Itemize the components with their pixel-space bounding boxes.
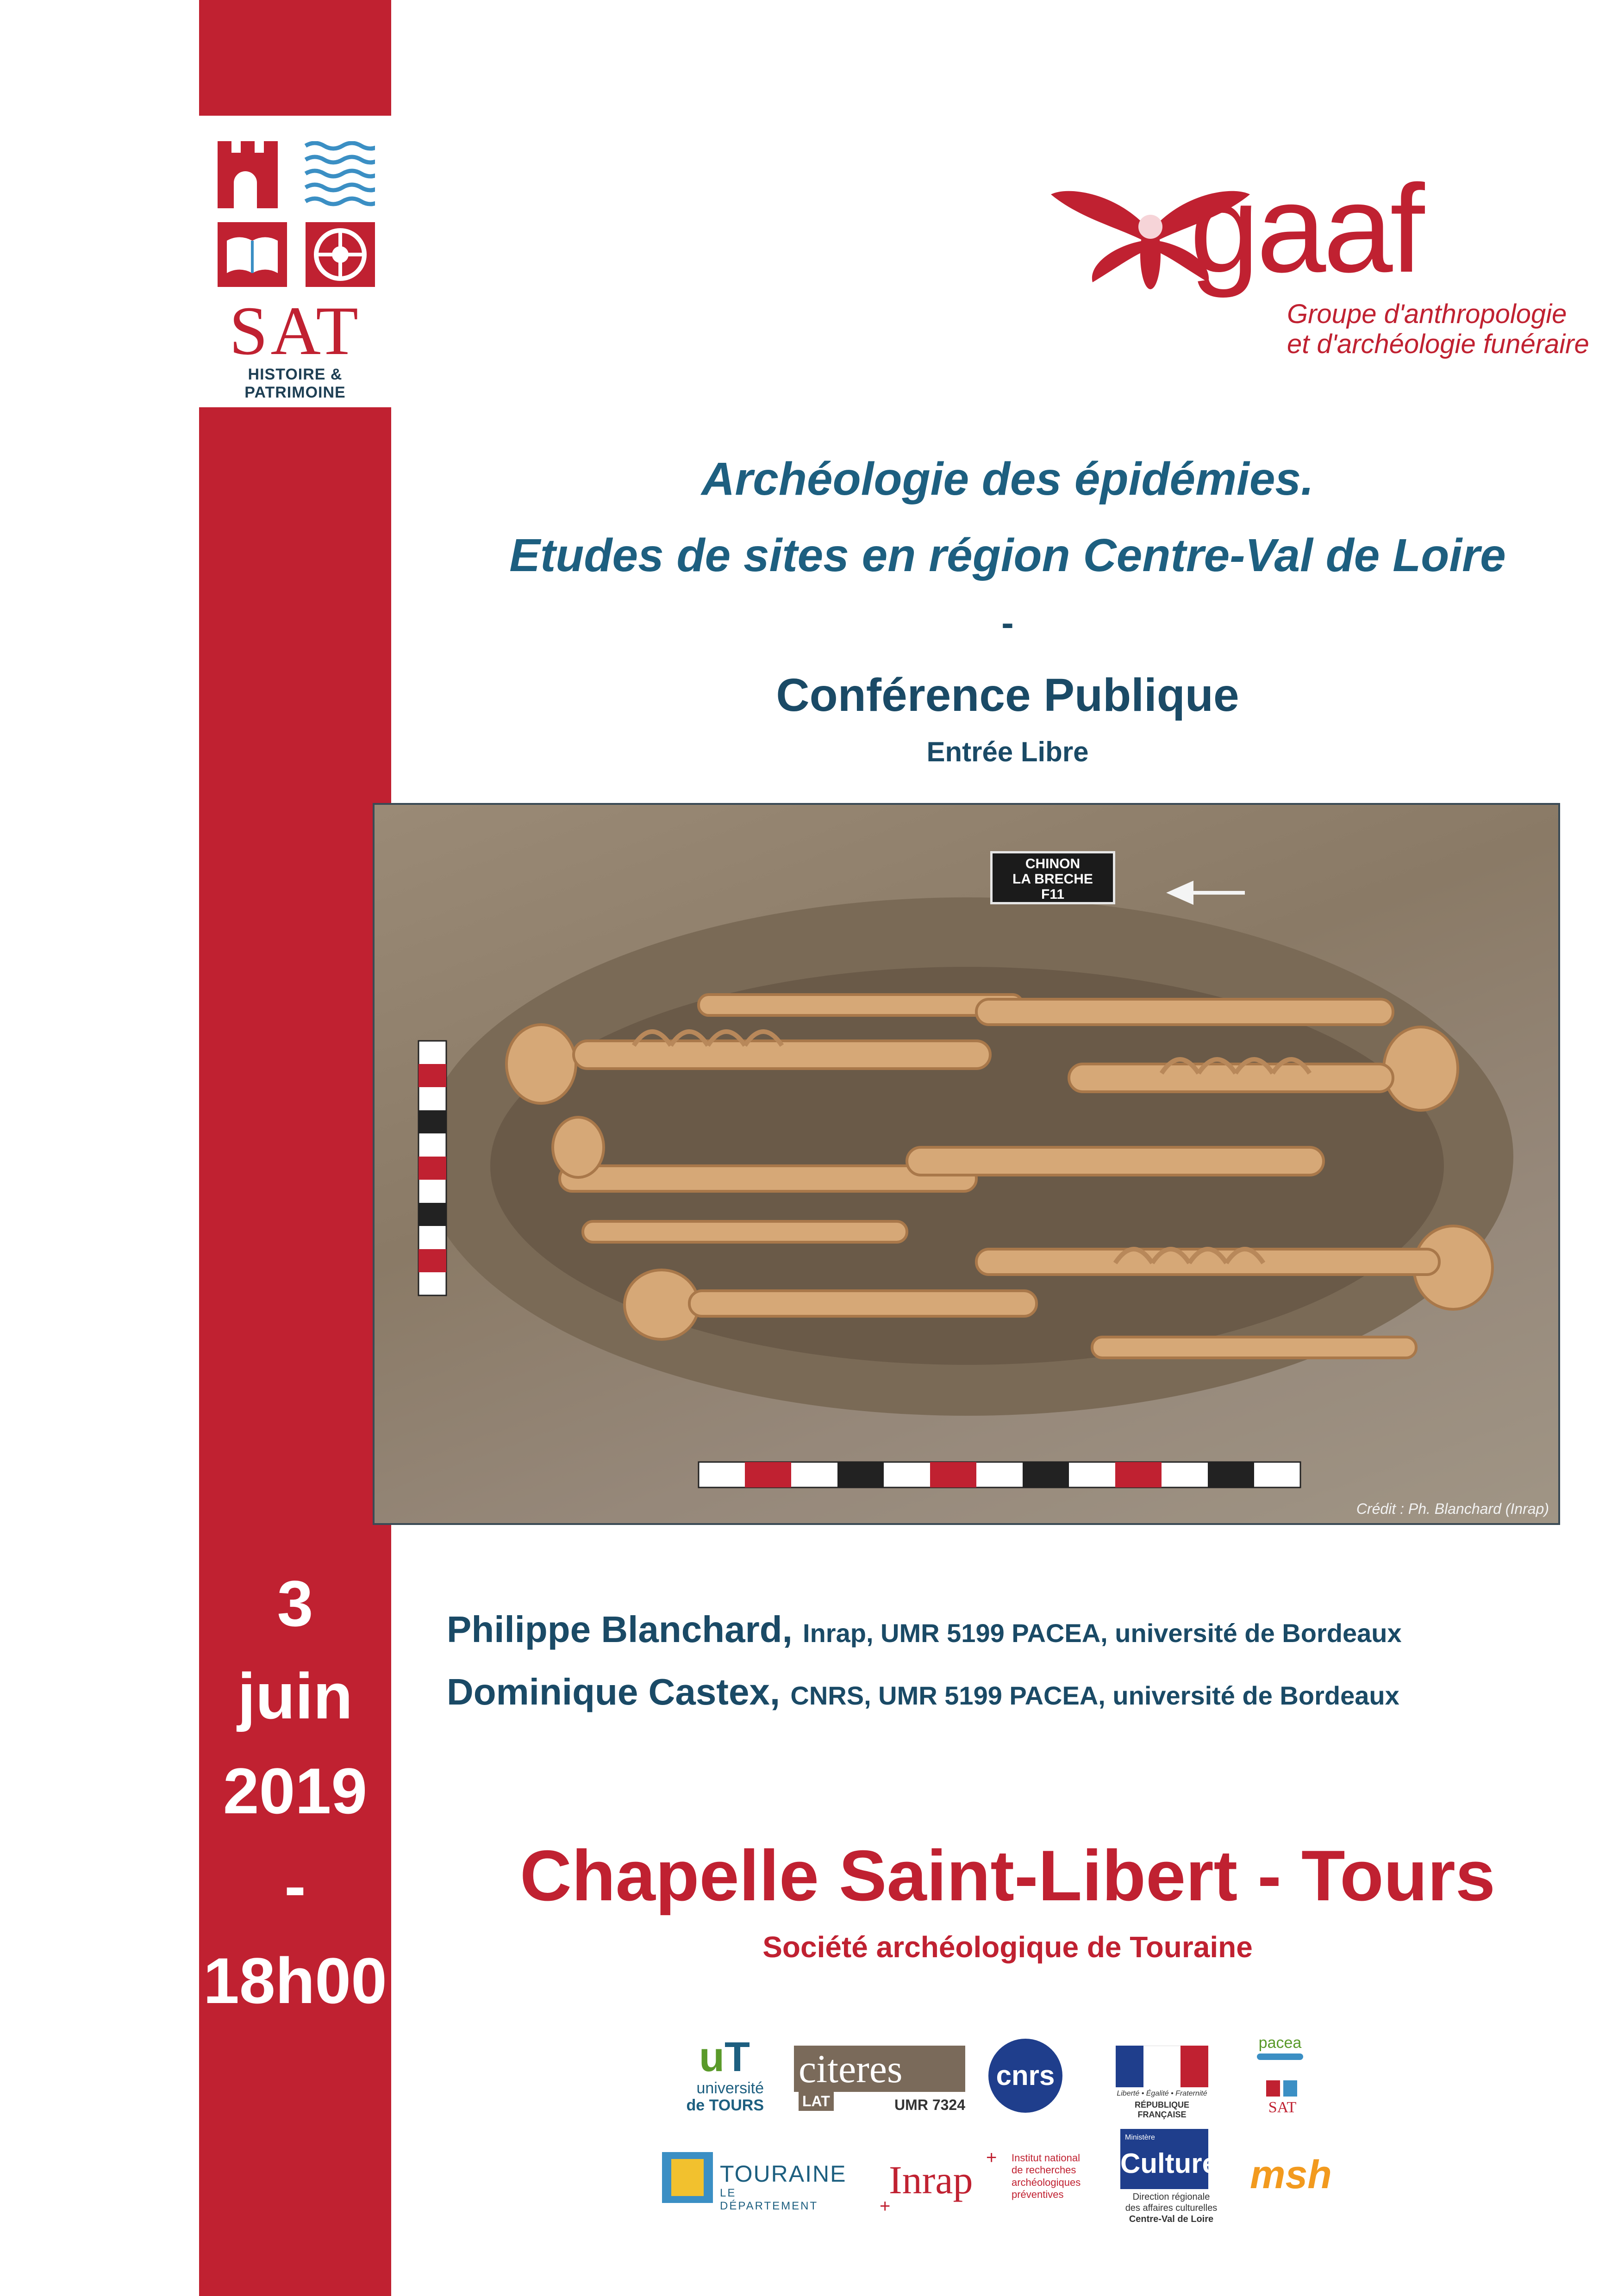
- drac-line-2: des affaires culturelles: [1125, 2203, 1218, 2213]
- waves-icon: [306, 143, 375, 204]
- logo-msh: [1250, 2152, 1333, 2203]
- drac-line-3: Centre-Val de Loire: [1129, 2214, 1214, 2224]
- inrap-desc-2: de recherches: [1012, 2164, 1076, 2176]
- sat-small-name: SAT: [1268, 2099, 1297, 2116]
- speaker-1-affiliation: Inrap, UMR 5199 PACEA, université de Bordeaux: [803, 1618, 1402, 1648]
- logo-sat-small: [1264, 2080, 1301, 2122]
- label-line-2: LA BRECHE: [1012, 871, 1093, 887]
- title-separator: -: [1001, 602, 1014, 643]
- touraine-line-1: TOURAINE: [720, 2161, 847, 2187]
- pacea-name: pacea: [1258, 2034, 1302, 2052]
- red-band-top: [199, 0, 391, 116]
- inrap-desc-1: Institut national: [1012, 2152, 1080, 2164]
- gaaf-logo-line2: et d'archéologie funéraire: [1287, 329, 1589, 359]
- date-separator: -: [284, 1849, 306, 1922]
- citeres-lat: LAT: [799, 2092, 834, 2111]
- excavation-label: [990, 851, 1115, 904]
- speaker-2: [447, 1671, 1399, 1713]
- skull: [625, 1270, 699, 1339]
- citeres-name: citeres: [794, 2046, 965, 2092]
- vertical-scale-bar: [418, 1041, 446, 1295]
- skull: [553, 1117, 604, 1177]
- inrap-name: Inrap: [889, 2158, 973, 2202]
- date-year: 2019: [223, 1755, 368, 1827]
- horizontal-scale-bar: [699, 1462, 1300, 1487]
- ut-line-1: université: [696, 2079, 764, 2097]
- sat-logo-emblem: [218, 141, 375, 294]
- speaker-1: [447, 1608, 1402, 1651]
- logo-drac-culture: [1116, 2129, 1227, 2226]
- speaker-2-name: Dominique Castex,: [447, 1671, 781, 1712]
- ut-line-2: de TOURS: [686, 2097, 764, 2114]
- sat-logo-name: SAT: [229, 292, 361, 369]
- title-line-1: Archéologie des épidémies.: [701, 453, 1314, 505]
- entry-free: Entrée Libre: [926, 736, 1089, 767]
- rosette-icon: [306, 222, 375, 287]
- rf-motto: Liberté • Égalité • Fraternité: [1117, 2090, 1207, 2097]
- speaker-1-name: Philippe Blanchard,: [447, 1609, 793, 1650]
- book-icon: [218, 222, 287, 287]
- skull: [1384, 1027, 1458, 1110]
- touraine-line-2: LE DÉPARTEMENT: [720, 2187, 818, 2212]
- gaaf-logo-name: gaaf: [1190, 159, 1422, 299]
- excavation-photo: [373, 803, 1560, 1525]
- logo-universite-tours: uT université de TOURS: [662, 2036, 764, 2115]
- sat-logo-subtitle: HISTOIRE & PATRIMOINE: [244, 366, 346, 401]
- logo-touraine: [662, 2152, 847, 2212]
- label-line-1: CHINON: [1025, 856, 1081, 871]
- cnrs-name: cnrs: [996, 2060, 1055, 2091]
- skeletons-illustration: [375, 805, 1558, 1523]
- speaker-2-affiliation: CNRS, UMR 5199 PACEA, université de Bordeaux: [790, 1681, 1399, 1710]
- skull: [506, 1025, 576, 1103]
- north-arrow-icon: [1171, 884, 1245, 902]
- label-line-3: F11: [1041, 887, 1065, 902]
- date-day: 3: [277, 1567, 313, 1640]
- gaaf-logo-line1: Groupe d'anthropologie: [1287, 299, 1567, 329]
- culture-name: Culture: [1120, 2148, 1218, 2179]
- date-time: 18h00: [203, 1944, 387, 2017]
- inrap-desc-4: préventives: [1012, 2189, 1064, 2201]
- logo-pacea: [1245, 2034, 1315, 2071]
- venue-name: Chapelle Saint-Libert - Tours: [519, 1836, 1496, 1916]
- drac-line-1: Direction régionale: [1132, 2192, 1210, 2202]
- min-label: Ministère: [1125, 2134, 1155, 2141]
- venue-org: Société archéologique de Touraine: [762, 1930, 1253, 1964]
- conference-heading: Conférence Publique: [776, 669, 1239, 721]
- msh-name: msh: [1250, 2153, 1332, 2197]
- inrap-desc-3: archéologiques: [1012, 2176, 1081, 2188]
- rf-name: RÉPUBLIQUE FRANÇAISE: [1134, 2100, 1189, 2119]
- citeres-umr: UMR 7324: [894, 2097, 965, 2113]
- logo-inrap: Inrap + + Institut national de recherches archéologiques préventives: [880, 2147, 1081, 2216]
- title-line-2: Etudes de sites en région Centre-Val de Loire: [509, 529, 1506, 581]
- date-month: juin: [237, 1660, 353, 1732]
- castle-icon: [218, 141, 278, 208]
- logo-cnrs: [988, 2039, 1062, 2113]
- logo-citeres: [794, 2046, 965, 2115]
- photo-credit: Crédit : Ph. Blanchard (Inrap): [1356, 1500, 1549, 1517]
- logo-republique-francaise: [1116, 2046, 1208, 2119]
